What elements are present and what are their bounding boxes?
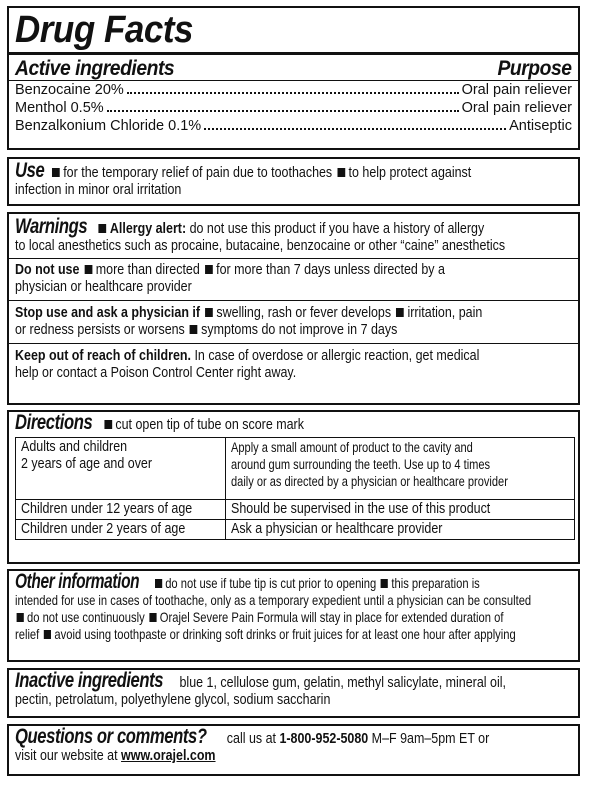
keep-out-label: Keep out of reach of children. [15, 348, 191, 364]
divider [9, 258, 578, 259]
warning-text: to local anesthetics such as procaine, butacaine, benzocaine or other “caine” anesthetics [15, 238, 506, 254]
inactive-text: blue 1, cellulose gum, gelatin, methyl salicylate, mineral oil, [179, 675, 506, 691]
table-row [16, 438, 575, 500]
bullet-icon [17, 613, 24, 622]
directions-heading: Directions [15, 411, 93, 434]
table-cell: 2 years of age and over [21, 456, 153, 472]
table-cell: Adults and children [21, 439, 128, 455]
table-cell: daily or as directed by a physician or healthcare provider [231, 474, 509, 489]
warning-text: swelling, rash or fever develops [216, 305, 392, 321]
use-heading: Use [15, 159, 45, 182]
drug-facts-panel [7, 6, 580, 150]
table-cell: Should be supervised in the use of this product [231, 501, 491, 517]
allergy-alert-label: Allergy alert: [109, 221, 187, 237]
questions-panel [7, 724, 580, 776]
other-text: intended for use in cases of toothache, only as a temporary expedient until a physician can be consulted [15, 592, 532, 608]
active-ingredients-heading: Active ingredients [15, 57, 175, 80]
inactive-ingredients-heading: Inactive ingredients [15, 669, 164, 692]
table-row [16, 500, 575, 520]
table-cell: Apply a small amount of product to the cavity and [231, 440, 473, 455]
warning-text: physician or healthcare provider [15, 279, 192, 295]
use-bullet: to help protect against [348, 165, 472, 181]
bullet-icon [155, 579, 162, 588]
bullet-icon [205, 308, 213, 317]
warning-text: In case of overdose or allergic reaction, get medical [194, 348, 480, 364]
stop-use-label: Stop use and ask a physician if [15, 305, 201, 321]
other-information-heading: Other information [15, 570, 140, 593]
use-bullet: for the temporary relief of pain due to toothaches [63, 165, 333, 181]
other-text: this preparation is [391, 575, 480, 591]
warning-text: for more than 7 days unless directed by a [216, 262, 445, 278]
purpose-heading: Purpose [497, 57, 572, 80]
inactive-ingredients-panel [7, 668, 580, 718]
bullet-icon [99, 224, 107, 233]
page-title: Drug Facts [15, 9, 194, 51]
directions-panel [7, 410, 580, 564]
other-information-panel [7, 569, 580, 662]
directions-text: cut open tip of tube on score mark [115, 417, 304, 433]
directions-table [15, 437, 575, 540]
divider [9, 300, 578, 301]
divider [9, 52, 578, 55]
table-row [16, 520, 575, 540]
warning-text: do not use this product if you have a history of allergy [189, 221, 485, 237]
table-cell: Ask a physician or healthcare provider [231, 521, 443, 537]
questions-text: M–F 9am–5pm ET or [371, 731, 490, 747]
warning-text: irritation, pain [407, 305, 483, 321]
use-text: infection in minor oral irritation [15, 182, 182, 198]
bullet-icon [190, 325, 198, 334]
warning-text: symptoms do not improve in 7 days [201, 322, 398, 338]
bullet-icon [85, 265, 93, 274]
active-header-row [15, 58, 572, 80]
ingredient-purpose: Oral pain reliever [461, 82, 572, 98]
table-cell: Children under 12 years of age [21, 501, 193, 517]
other-text: Orajel Severe Pain Formula will stay in place for extended duration of [159, 609, 504, 625]
use-panel [7, 157, 580, 206]
other-text: avoid using toothpaste or drinking soft drinks or fruit juices for at least one hour after applying [54, 626, 516, 642]
inactive-text: pectin, petrolatum, polyethylene glycol, sodium saccharin [15, 692, 331, 708]
bullet-icon [149, 613, 156, 622]
other-text: relief [15, 626, 40, 642]
warning-text: more than directed [95, 262, 200, 278]
warning-text: help or contact a Poison Control Center right away. [15, 365, 297, 381]
bullet-icon [396, 308, 404, 317]
active-ingredient-row [15, 99, 572, 117]
ingredient-name: Benzalkonium Chloride 0.1% [15, 118, 202, 134]
phone-number: 1-800-952-5080 [279, 731, 369, 747]
active-ingredient-row [15, 117, 572, 135]
bullet-icon [337, 168, 345, 177]
divider [9, 343, 578, 344]
questions-text: call us at [226, 731, 276, 747]
bullet-icon [205, 265, 213, 274]
active-ingredient-row [15, 81, 572, 99]
ingredient-purpose: Oral pain reliever [461, 100, 572, 116]
do-not-use-label: Do not use [15, 262, 80, 278]
bullet-icon [104, 420, 112, 429]
ingredient-name: Benzocaine 20% [15, 82, 124, 98]
bullet-icon [44, 630, 51, 639]
bullet-icon [381, 579, 388, 588]
warnings-panel [7, 212, 580, 405]
questions-heading: Questions or comments? [15, 725, 207, 748]
warnings-heading: Warnings [15, 215, 88, 238]
bullet-icon [52, 168, 60, 177]
other-text: do not use continuously [27, 609, 145, 625]
ingredient-purpose: Antiseptic [509, 118, 572, 134]
questions-text: visit our website at [15, 748, 118, 764]
table-cell: around gum surrounding the teeth. Use up to 4 times [231, 457, 491, 472]
warning-text: or redness persists or worsens [15, 322, 185, 338]
ingredient-name: Menthol 0.5% [15, 100, 104, 116]
table-cell: Children under 2 years of age [21, 521, 186, 537]
other-text: do not use if tube tip is cut prior to opening [165, 575, 377, 591]
website-link[interactable]: www.orajel.com [121, 748, 216, 764]
